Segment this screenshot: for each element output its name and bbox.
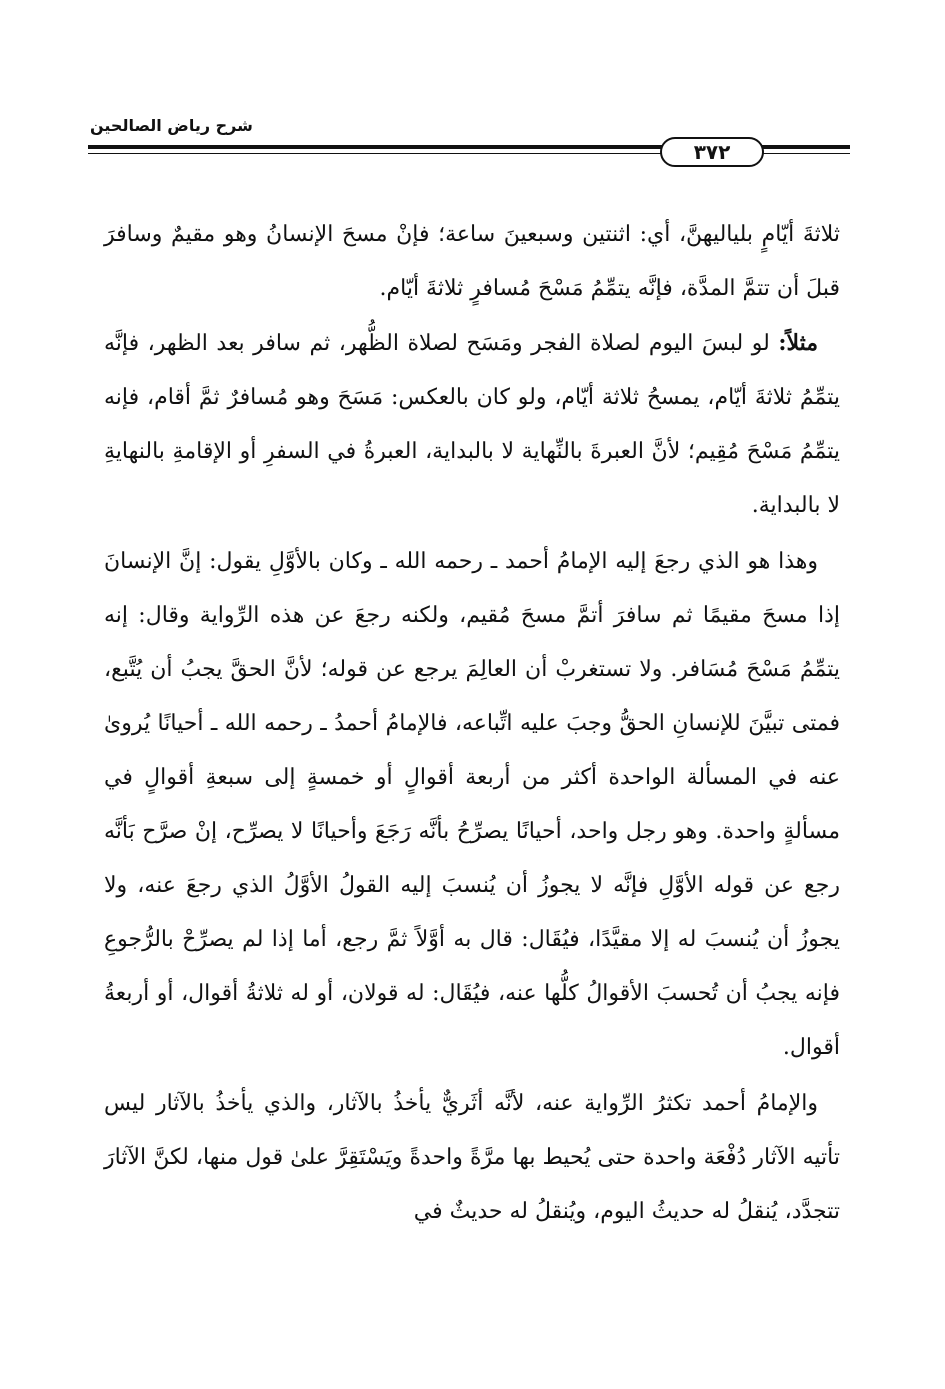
paragraph	[104, 208, 840, 316]
paragraph	[104, 316, 840, 533]
paragraph-text: والإمامُ أحمد تكثرُ الرِّواية عنه، لأنَّه أثَريٌّ يأخذُ بالآثار، والذي يأخذُ بالآثار ليس تأتيه الآثار دُفْعَة واحدة حتى يُحيط بها مرَّةً واحدةً ويَسْتَقِرَّ علىٰ قول منها، لكنَّ الآثارَ تتجدَّد، يُنقلُ له حديثُ اليوم، ويُنقلُ له حديثٌ في	[104, 1091, 840, 1224]
paragraph-text: وهذا هو الذي رجعَ إليه الإمامُ أحمد ـ رحمه الله ـ وكان بالأوَّلِ يقول: إنَّ الإنسانَ إذا مسحَ مقيمًا ثم سافرَ أتمَّ مسحَ مُقيم، ولكنه رجعَ عن هذه الرِّواية وقال: إنه يتمِّمُ مَسْحَ مُسَافر. ولا تستغربْ أن العالِمَ يرجع عن قوله؛ لأنَّ الحقَّ يجبُ أن يُتَّبع، فمتى تبيَّنَ للإنسانِ الحقُّ وجبَ عليه اتِّباعه، فالإمامُ أحمدُ ـ رحمه الله ـ أحيانًا يُروىٰ عنه في المسألة الواحدة أكثر من أربعة أقوالٍ أو خمسةٍ إلى سبعةِ أقوالٍ في مسألةٍ واحدة. وهو رجل واحد، أحيانًا يصرِّحُ بأنَّه رَجَعَ وأحيانًا لا يصرِّح، إنْ صرَّح بَأنَّه رجع عن قوله الأوَّلِ فإنَّه لا يجوزُ أن يُنسبَ إليه القولُ الأوَّلُ الذي رجعَ عنه، ولا يجوزُ أن يُنسبَ له إلا مقيَّدًا، فيُقَال: قال به أوَّلاً ثمَّ رجع، أما إذا لم يصرِّحْ بالرُّجوعِ فإنه يجبُ أن تُحسبَ الأقوالُ كلُّها عنه، فيُقَال: له قولان، أو له ثلاثةُ أقوال، أو أربعةُ أقوال.	[104, 549, 840, 1060]
paragraph-text: لو لبسَ اليوم لصلاة الفجر ومَسَح لصلاة الظُّهر، ثم سافر بعد الظهر، فإنَّه يتمِّمُ ثلاثةَ أيّام، يمسحُ ثلاثة أيّام، ولو كان بالعكس: مَسَحَ وهو مُسافرٌ ثمَّ أقام، فإنه يتمِّمُ مَسْحَ مُقِيم؛ لأنَّ العبرةَ بالنِّهاية لا بالبداية، العبرةُ في السفرِ أو الإقامةِ بالنهايةِ لا بالبداية.	[104, 331, 840, 518]
paragraph	[104, 1077, 840, 1239]
paragraph-text: ثلاثةَ أيّامٍ بلياليهنَّ، أي: اثنتين وسبعينَ ساعة؛ فإنْ مسحَ الإنسانُ وهو مقيمٌ وسافرَ قبلَ أن تتمَّ المدَّة، فإنَّه يتمِّمُ مَسْحَ مُسافرٍ ثلاثةَ أيّام.	[104, 222, 840, 301]
paragraph	[104, 535, 840, 1075]
running-title: شرح رياض الصالحين	[90, 116, 253, 135]
page-number: ٣٧٢	[660, 137, 764, 167]
body-text	[104, 208, 840, 1239]
paragraph-lead: مثلاً:	[778, 330, 818, 356]
